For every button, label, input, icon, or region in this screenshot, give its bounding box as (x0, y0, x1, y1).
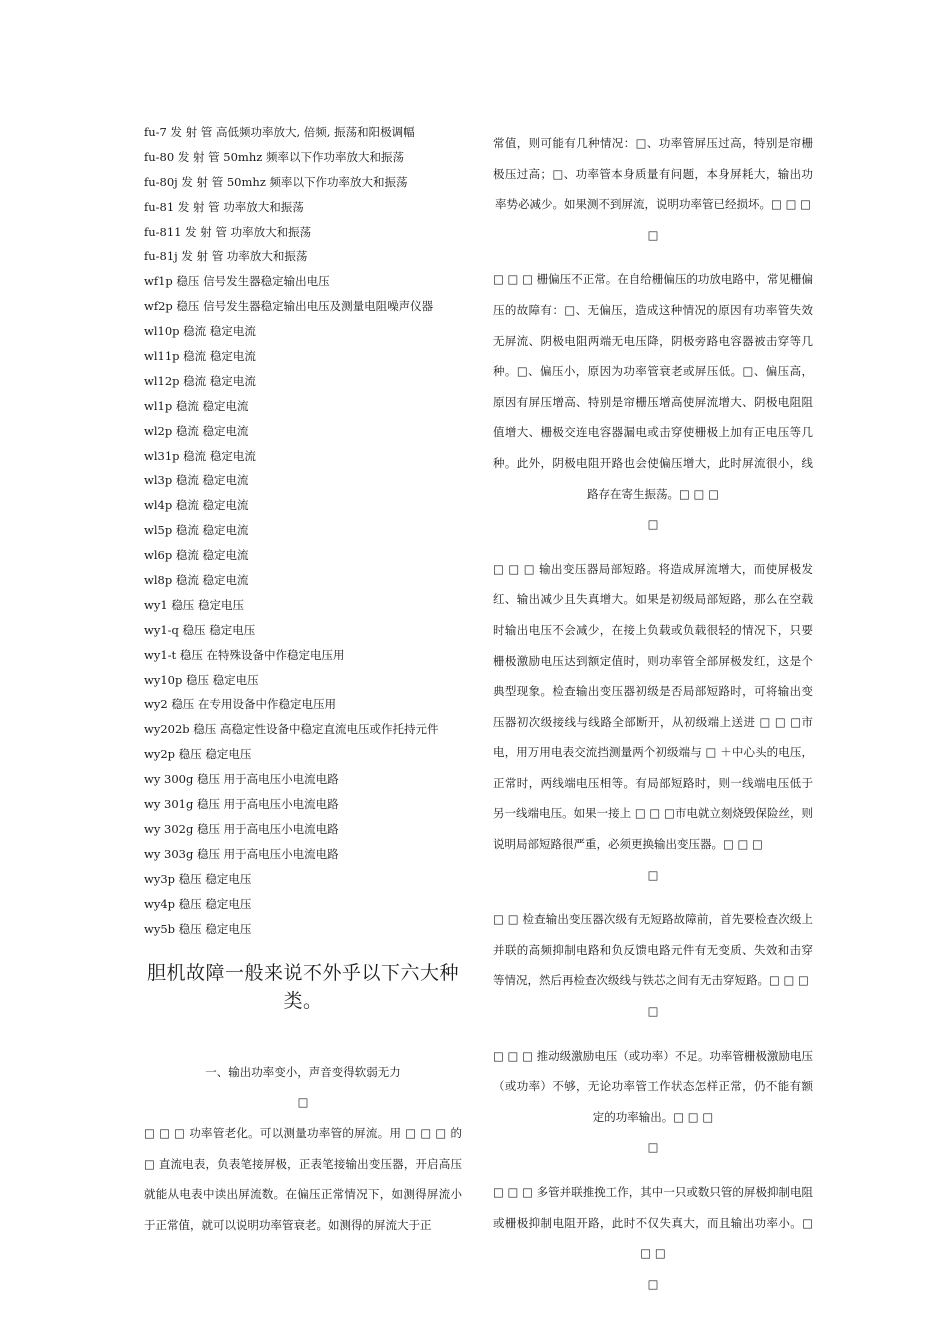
paragraph-driver-stage: □ □ □ 推动级激励电压（或功率）不足。功率管栅极激励电压（或功率）不够，无论功率管工作状态怎样正常，仍不能有额定的功率输出。□ □ □ (493, 1048, 813, 1124)
paragraph-marker: □ (647, 1276, 659, 1291)
tube-list-item: wy3p 稳压 稳定电压 (144, 871, 252, 886)
tube-list-item: wy1 稳压 稳定电压 (144, 597, 244, 612)
paragraph-output-transformer: □ □ □ 输出变压器局部短路。将造成屏流增大，而使屏极发红、输出减少且失真增大。如果是初级局部短路，那么在空载时输出电压不会减少，在接上负载或负载很轻的情况下，只要栅极激励电压达到额定值时，则功率管全部屏极发红，这是个典型现象。检查输出变压器初级是否局部短路时，可将输出变压器初次级接线与线路全部断开，从初级端上送进 □ □ □市电，用万用电表交流挡测量两个初级端与 □ ＋中心头的电压，正常时，两线端电压相等。有局部短路时，则一线端电压低于另一线端电压。如果一接上 □ □ □市电就立刻烧毁保险丝，则说明局部短路很严重，必须更换输出变压器。□ □ □ (493, 561, 813, 852)
tube-list-item: wy2 稳压 在专用设备中作稳定电压用 (144, 697, 336, 712)
tube-list-item: wl6p 稳流 稳定电流 (144, 548, 249, 563)
tube-list-item: fu-80 发 射 管 50mhz 频率以下作功率放大和振荡 (144, 149, 404, 164)
right-column (493, 128, 813, 1299)
tube-list (144, 120, 462, 941)
paragraph-marker: □ (647, 517, 659, 532)
paragraph-marker: □ (647, 1140, 659, 1155)
tube-list-item: wl10p 稳流 稳定电流 (144, 324, 256, 339)
paragraph-marker: □ (647, 1004, 659, 1019)
tube-list-item: wl4p 稳流 稳定电流 (144, 498, 249, 513)
tube-list-item: fu-811 发 射 管 功率放大和振荡 (144, 224, 312, 239)
tube-list-item: wy 300g 稳压 用于高电压小电流电路 (144, 772, 339, 787)
tube-list-item: wy10p 稳压 稳定电压 (144, 672, 259, 687)
paragraph-marker: □ (647, 227, 659, 242)
tube-list-item: wy 302g 稳压 用于高电压小电流电路 (144, 821, 339, 836)
tube-list-item: wy 303g 稳压 用于高电压小电流电路 (144, 846, 339, 861)
section-marker: □ (297, 1095, 309, 1110)
paragraph-grid-bias: □ □ □ 栅偏压不正常。在自给栅偏压的功放电路中，常见栅偏压的故障有：□、无偏压，造成这种情况的原因有功率管失效无屏流、阴极电阻两端无电压降，阴极旁路电容器被击穿等几种。□、偏压小，原因为功率管衰老或屏压低。□、偏压高，原因有屏压增高、特别是帘栅压增高使屏流增大、阴极电阻阻值增大、栅极交连电容器漏电或击穿使栅极上加有正电压等几种。此外，阴极电阻开路也会使偏压增大，此时屏流很小，线路存在寄生振荡。□ □ □ (493, 272, 813, 501)
tube-list-item: fu-81 发 射 管 功率放大和振荡 (144, 199, 304, 214)
tube-list-item: wl11p 稳流 稳定电流 (144, 349, 256, 364)
tube-list-item: wf1p 稳压 信号发生器稳定输出电压 (144, 274, 330, 289)
tube-list-item: fu-80j 发 射 管 50mhz 频率以下作功率放大和振荡 (144, 174, 408, 189)
paragraph-power-tube-aging-cont: 常值，则可能有几种情况：□、功率管屏压过高，特别是帘栅极压过高；□、功率管本身质量有问题，本身屏耗大，输出功率势必减少。如果测不到屏流，说明功率管已经损坏。□ □ □ (493, 136, 813, 212)
paragraph-secondary-check: □ □ 检查输出变压器次级有无短路故障前，首先要检查次级上并联的高频抑制电路和负反馈电路元件有无变质、失效和击穿等情况，然后再检查次级线与铁芯之间有无击穿短路。□ □ □ (493, 912, 813, 988)
section-title: 一、输出功率变小，声音变得软弱无力 (205, 1065, 401, 1080)
tube-list-item: fu-81j 发 射 管 功率放大和振荡 (144, 249, 308, 264)
tube-list-item: wy5b 稳压 稳定电压 (144, 921, 252, 936)
tube-list-item: wy 301g 稳压 用于高电压小电流电路 (144, 797, 339, 812)
paragraph-marker: □ (647, 867, 659, 882)
tube-list-item: wl1p 稳流 稳定电流 (144, 398, 249, 413)
tube-list-item: wl8p 稳流 稳定电流 (144, 573, 249, 588)
tube-list-item: wl3p 稳流 稳定电流 (144, 473, 249, 488)
page-heading: 胆机故障一般来说不外乎以下六大种类。 (146, 962, 459, 1013)
paragraph-parallel-pushpull: □ □ □ 多管并联推挽工作，其中一只或数只管的屏极抑制电阻或栅极抑制电阻开路，此时不仅失真大，而且输出功率小。□ □ □ (493, 1185, 813, 1261)
tube-list-item: wl2p 稳流 稳定电流 (144, 423, 249, 438)
tube-list-item: wy202b 稳压 高稳定性设备中稳定直流电压或作托持元件 (144, 722, 439, 737)
tube-list-item: wf2p 稳压 信号发生器稳定输出电压及测量电阻噪声仪器 (144, 299, 434, 314)
paragraph-power-tube-aging: □ □ □ 功率管老化。可以测量功率管的屏流。用 □ □ □ 的 □ 直流电表，负表笔接屏极，正表笔接输出变压器，开启高压就能从电表中读出屏流数。在偏压正常情况下，如测得屏流小于正常值，就可以说明功率管衰老。如测得的屏流大于正 (144, 1125, 462, 1232)
tube-list-item: wy4p 稳压 稳定电压 (144, 896, 252, 911)
tube-list-item: wl5p 稳流 稳定电流 (144, 523, 249, 538)
tube-list-item: fu-7 发 射 管 高低频功率放大, 倍频, 振荡和阳极调幅 (144, 125, 415, 139)
tube-list-item: wy1-t 稳压 在特殊设备中作稳定电压用 (144, 647, 345, 662)
tube-list-item: wy2p 稳压 稳定电压 (144, 747, 252, 762)
tube-list-item: wl12p 稳流 稳定电流 (144, 373, 256, 388)
tube-list-item: wy1-q 稳压 稳定电压 (144, 622, 256, 637)
left-column (144, 120, 462, 1240)
tube-list-item: wl31p 稳流 稳定电流 (144, 448, 256, 463)
